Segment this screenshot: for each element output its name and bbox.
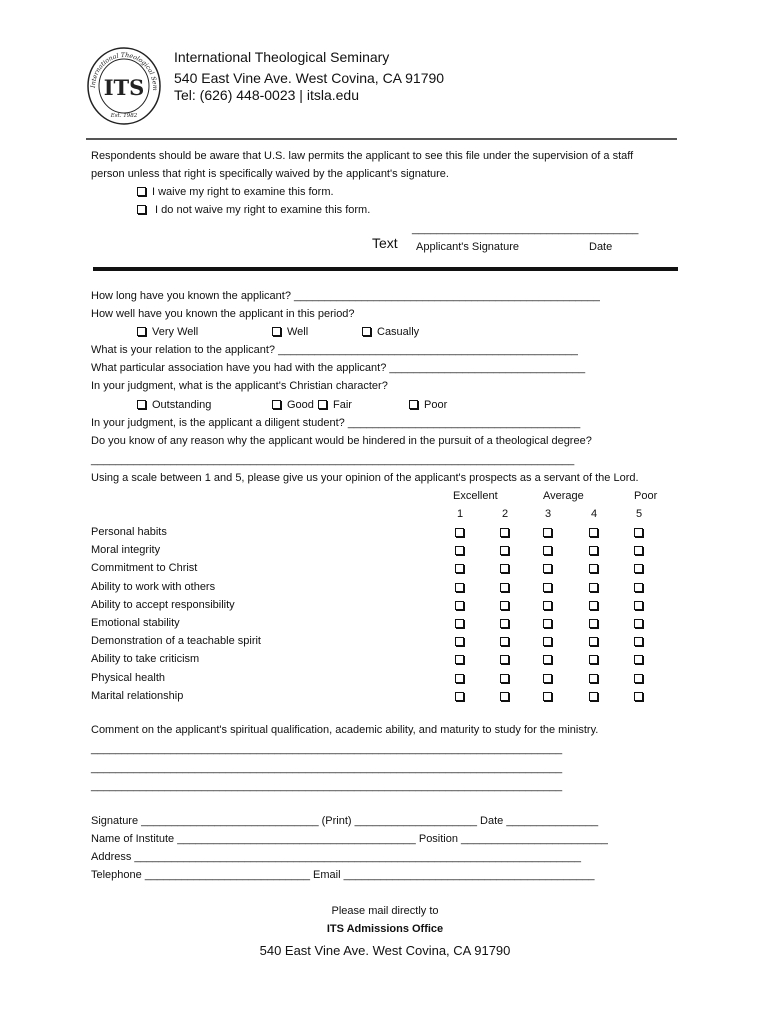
question-association: What particular association have you had with the applicant? ________________________________	[91, 362, 586, 374]
comment-line-3[interactable]: _____________________________________________________________________________	[91, 780, 563, 792]
header-divider	[86, 138, 677, 140]
question-relation: What is your relation to the applicant? _________________________________________________	[91, 344, 578, 356]
option-outstanding[interactable]: Outstanding	[137, 398, 211, 412]
rating-checkbox[interactable]	[589, 528, 598, 537]
rating-checkbox[interactable]	[543, 528, 552, 537]
scale-number: 3	[545, 508, 552, 520]
mail-instruction: Please mail directly to	[331, 905, 439, 917]
seal-est: Est. 1982	[110, 113, 138, 119]
checkbox-icon[interactable]	[137, 400, 146, 409]
trait-label: Ability to take criticism	[91, 653, 200, 666]
question-diligent: In your judgment, is the applicant a diligent student? ______________________________________	[91, 417, 581, 429]
trait-label: Demonstration of a teachable spirit	[91, 635, 261, 648]
checkbox-icon[interactable]	[272, 400, 281, 409]
rating-checkbox[interactable]	[634, 674, 643, 683]
rating-checkbox[interactable]	[455, 619, 464, 628]
rating-checkbox[interactable]	[589, 601, 598, 610]
rating-checkbox[interactable]	[543, 619, 552, 628]
rating-checkbox[interactable]	[543, 674, 552, 683]
rating-checkbox[interactable]	[500, 655, 509, 664]
scale-intro: Using a scale between 1 and 5, please give us your opinion of the applicant's prospects as a servant of the Lord.	[91, 472, 639, 484]
comment-line-1[interactable]: _____________________________________________________________________________	[91, 743, 563, 755]
section-divider	[93, 267, 678, 271]
rating-checkbox[interactable]	[634, 564, 643, 573]
rating-checkbox[interactable]	[500, 637, 509, 646]
mail-address: 540 East Vine Ave. West Covina, CA 91790	[259, 943, 511, 958]
rating-checkbox[interactable]	[634, 601, 643, 610]
comment-prompt: Comment on the applicant's spiritual qualification, academic ability, and maturity to study for the ministry.	[91, 724, 599, 736]
rating-checkbox[interactable]	[543, 546, 552, 555]
rating-checkbox[interactable]	[455, 655, 464, 664]
checkbox-icon[interactable]	[318, 400, 327, 409]
seal-ring-text: International Theological Sem	[89, 51, 159, 91]
scale-label-poor: Poor	[634, 490, 658, 502]
rating-checkbox[interactable]	[543, 655, 552, 664]
trait-label: Marital relationship	[91, 689, 184, 702]
rating-checkbox[interactable]	[455, 601, 464, 610]
rating-checkbox[interactable]	[455, 583, 464, 592]
rating-checkbox[interactable]	[500, 619, 509, 628]
seal-monogram: ITS	[103, 75, 145, 100]
trait-label: Ability to work with others	[91, 580, 216, 593]
scale-number: 2	[502, 508, 509, 520]
rating-checkbox[interactable]	[543, 564, 552, 573]
waiver-text-line2: person unless that right is specifically waived by the applicant's signature.	[91, 168, 449, 180]
trait-label: Physical health	[91, 671, 165, 684]
applicant-signature-label: Applicant's Signature	[416, 241, 519, 253]
org-address: 540 East Vine Ave. West Covina, CA 91790	[174, 70, 445, 86]
rating-checkbox[interactable]	[500, 692, 509, 701]
trait-label: Moral integrity	[91, 544, 161, 557]
rating-checkbox[interactable]	[455, 637, 464, 646]
rating-checkbox[interactable]	[589, 546, 598, 555]
text-field[interactable]: Text	[372, 235, 398, 251]
trait-label: Personal habits	[91, 526, 167, 538]
question-known-how-long: How long have you known the applicant? __________________________________________________	[91, 290, 600, 302]
rating-checkbox[interactable]	[634, 528, 643, 537]
waiver-option-not-waive[interactable]: I do not waive my right to examine this form.	[137, 203, 370, 217]
org-contact: Tel: (626) 448-0023 | itsla.edu	[174, 87, 359, 103]
date-label: Date	[589, 241, 613, 253]
rating-checkbox[interactable]	[589, 655, 598, 664]
rating-checkbox[interactable]	[634, 655, 643, 664]
applicant-signature-line: _____________________________________	[412, 223, 639, 235]
rating-checkbox[interactable]	[589, 692, 598, 701]
checkbox-icon[interactable]	[362, 327, 371, 336]
checkbox-icon[interactable]	[272, 327, 281, 336]
rating-checkbox[interactable]	[634, 583, 643, 592]
telephone-email-field[interactable]: Telephone ___________________________ Email _________________________________________	[91, 869, 595, 881]
waiver-text-line1: Respondents should be aware that U.S. law permits the applicant to see this file under the supervision of a staff	[91, 150, 634, 162]
rating-checkbox[interactable]	[500, 601, 509, 610]
trait-label: Commitment to Christ	[91, 562, 198, 575]
scale-label-average: Average	[543, 490, 584, 502]
rating-checkbox[interactable]	[455, 674, 464, 683]
hindrance-answer-line: _______________________________________________________________________________	[91, 454, 575, 466]
rating-checkbox[interactable]	[589, 583, 598, 592]
scale-number: 4	[591, 508, 598, 520]
rating-checkbox[interactable]	[543, 601, 552, 610]
rating-checkbox[interactable]	[500, 583, 509, 592]
rating-checkbox[interactable]	[589, 564, 598, 573]
rating-checkbox[interactable]	[589, 637, 598, 646]
rating-checkbox[interactable]	[634, 546, 643, 555]
scale-number: 1	[457, 508, 464, 520]
option-good[interactable]: Good	[272, 398, 314, 412]
question-character: In your judgment, what is the applicant's Christian character?	[91, 380, 388, 392]
checkbox-not-waive[interactable]	[137, 205, 146, 214]
scale-number: 5	[636, 508, 643, 520]
rating-checkbox[interactable]	[634, 637, 643, 646]
checkbox-icon[interactable]	[409, 400, 418, 409]
scale-label-excellent: Excellent	[453, 490, 498, 502]
checkbox-icon[interactable]	[137, 327, 146, 336]
mail-office: ITS Admissions Office	[326, 923, 444, 935]
rating-checkbox[interactable]	[500, 674, 509, 683]
rating-checkbox[interactable]	[500, 528, 509, 537]
institute-field[interactable]: Name of Institute _______________________________________ Position ________________________	[91, 833, 608, 845]
option-very-well[interactable]: Very Well	[137, 325, 198, 339]
address-field[interactable]: Address _________________________________________________________________________	[91, 851, 581, 863]
option-casually[interactable]: Casually	[362, 325, 419, 339]
rating-checkbox[interactable]	[455, 564, 464, 573]
comment-line-2[interactable]: _____________________________________________________________________________	[91, 762, 563, 774]
rating-checkbox[interactable]	[455, 528, 464, 537]
rating-checkbox[interactable]	[500, 564, 509, 573]
waiver-option-waive[interactable]: I waive my right to examine this form.	[137, 185, 334, 199]
rating-checkbox[interactable]	[634, 692, 643, 701]
rating-checkbox[interactable]	[543, 637, 552, 646]
rating-checkbox[interactable]	[589, 619, 598, 628]
rating-checkbox[interactable]	[455, 546, 464, 555]
rating-checkbox[interactable]	[634, 619, 643, 628]
trait-label: Emotional stability	[91, 617, 180, 629]
rating-checkbox[interactable]	[543, 692, 552, 701]
option-well[interactable]: Well	[272, 325, 308, 339]
rating-checkbox[interactable]	[455, 692, 464, 701]
rating-checkbox[interactable]	[543, 583, 552, 592]
question-hindrance: Do you know of any reason why the applicant would be hindered in the pursuit of a theological degree?	[91, 435, 592, 447]
question-known-how-well: How well have you known the applicant in this period?	[91, 308, 355, 320]
option-poor[interactable]: Poor	[409, 398, 447, 412]
rating-checkbox[interactable]	[589, 674, 598, 683]
trait-label: Ability to accept responsibility	[91, 598, 235, 611]
signature-field[interactable]: Signature _____________________________ (Print) ____________________ Date _______________	[91, 815, 599, 827]
option-fair[interactable]: Fair	[318, 398, 352, 412]
rating-checkbox[interactable]	[500, 546, 509, 555]
seminary-seal	[86, 46, 162, 126]
org-name: International Theological Seminary	[174, 49, 390, 65]
checkbox-waive[interactable]	[137, 187, 146, 196]
